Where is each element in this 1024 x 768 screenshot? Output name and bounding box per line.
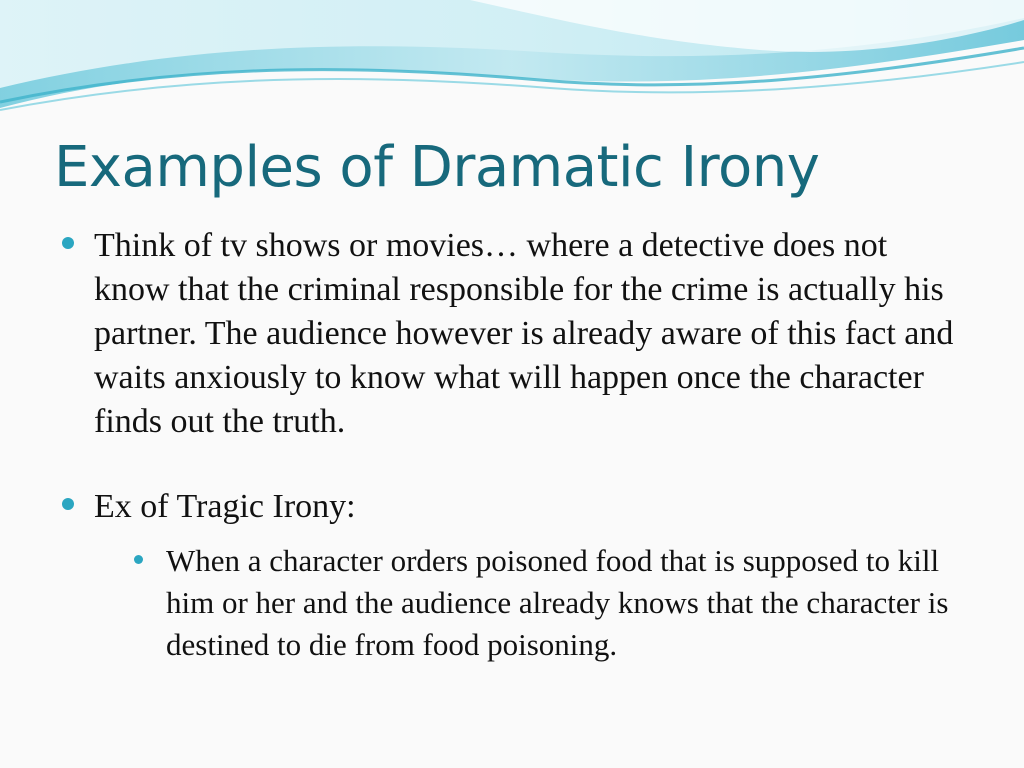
bullet-text: Ex of Tragic Irony: [94, 488, 356, 525]
sub-bullet-item [134, 540, 962, 666]
bullet-dot-icon [62, 498, 74, 510]
bullet-dot-icon [62, 237, 74, 249]
slide-body [62, 224, 962, 666]
bullet-item [62, 485, 962, 666]
sub-bullet-text: When a character orders poisoned food that is supposed to kill him or her and the audience already knows that the character is destined to die from food poisoning. [166, 543, 949, 662]
slide-title: Examples of Dramatic Irony [54, 135, 820, 200]
sub-bullet-dot-icon [134, 555, 143, 564]
bullet-item [62, 224, 962, 444]
decorative-wave-banner [0, 0, 1024, 130]
bullet-text: Think of tv shows or movies… where a detective does not know that the criminal responsible for the crime is actually his partner. The audience however is already aware of this fact and waits anxiously to know what will happen once the character finds out the truth. [94, 227, 954, 440]
